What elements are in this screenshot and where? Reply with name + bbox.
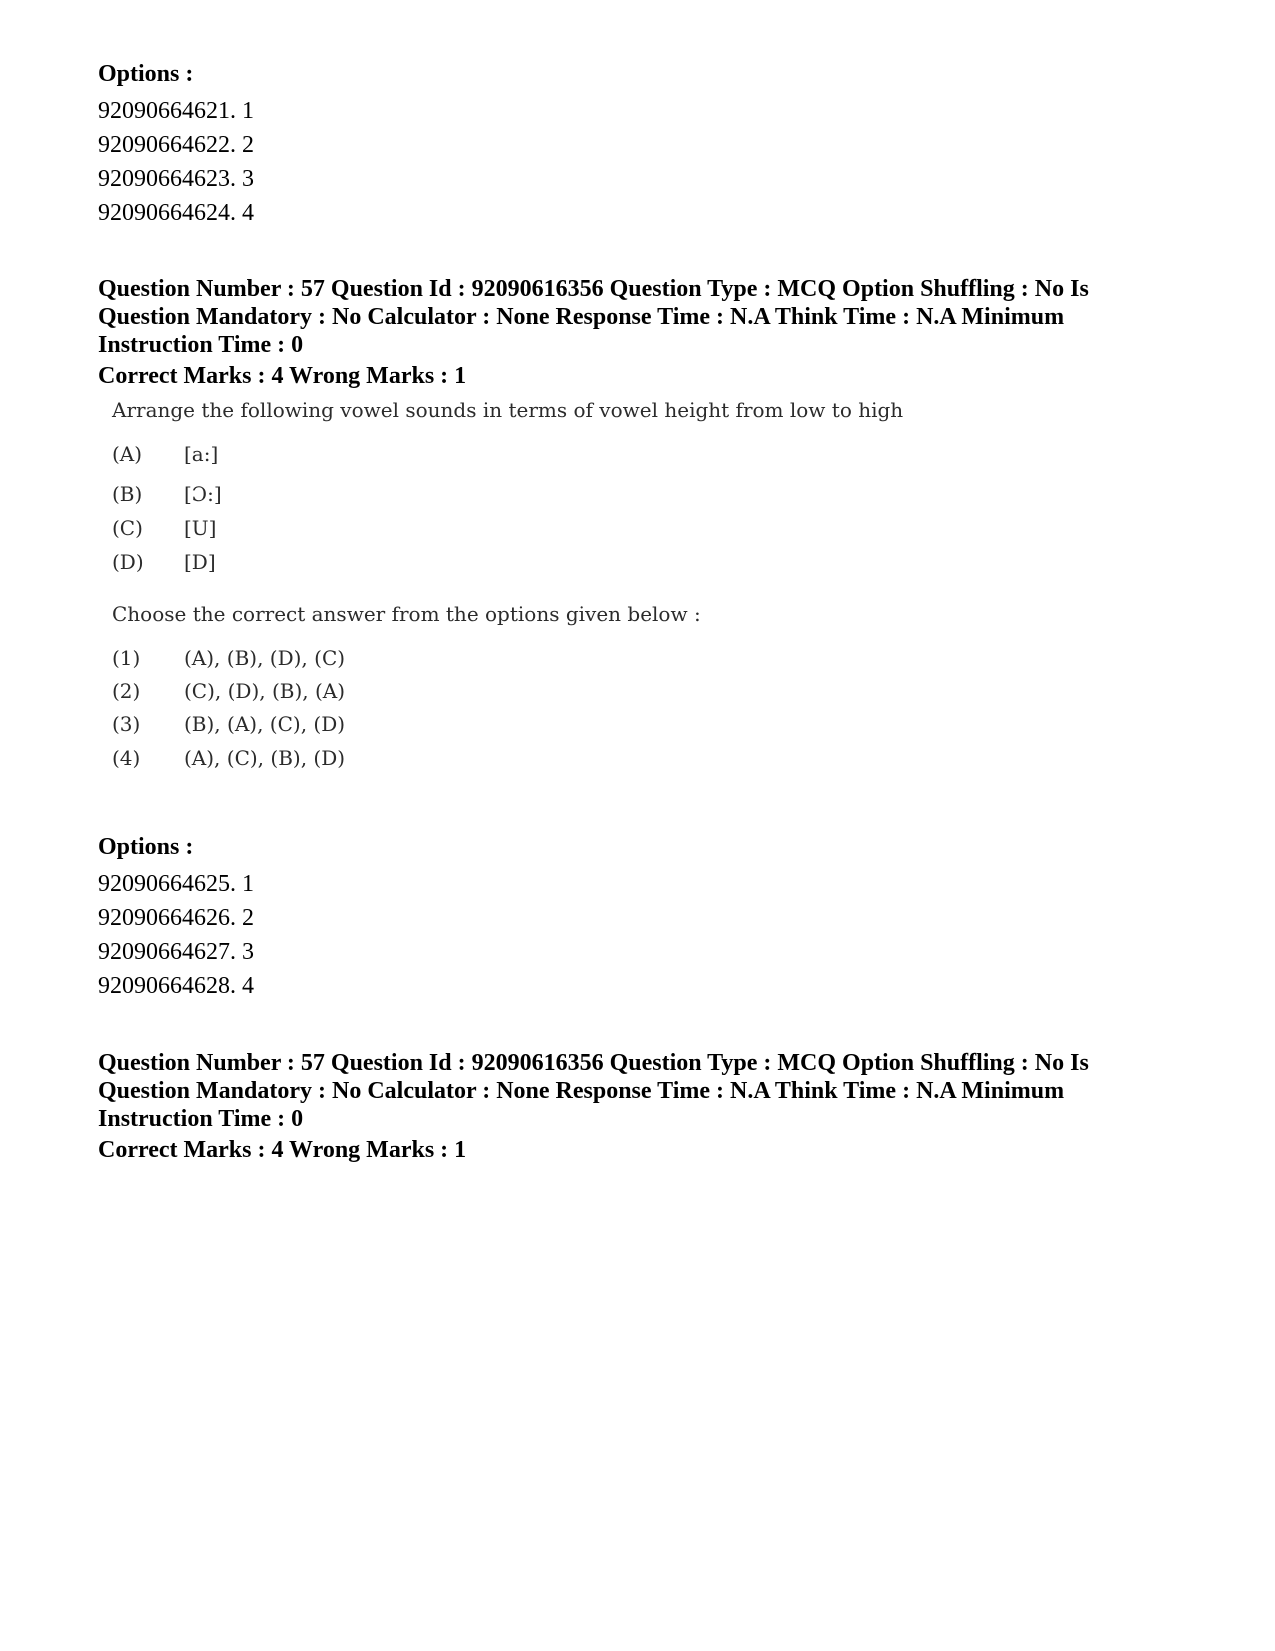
question-item [112, 550, 216, 574]
options-heading: Options : [98, 61, 194, 87]
item-label: (B) [112, 482, 143, 506]
answer-choice [112, 646, 345, 670]
option-line: 92090664624. 4 [98, 200, 254, 226]
next-question-marks: Correct Marks : 4 Wrong Marks : 1 [98, 1137, 467, 1163]
choose-instruction: Choose the correct answer from the options given below : [112, 602, 701, 626]
answer-label: (1) [112, 646, 141, 670]
option-line: 92090664621. 1 [98, 98, 254, 124]
answer-label: (2) [112, 679, 141, 703]
question-item [112, 442, 218, 466]
answer-value: (B), (A), (C), (D) [184, 712, 346, 736]
option-line: 92090664622. 2 [98, 132, 254, 158]
answer-label: (3) [112, 712, 141, 736]
question-marks: Correct Marks : 4 Wrong Marks : 1 [98, 363, 467, 389]
option-line: 92090664623. 3 [98, 166, 254, 192]
question-image [112, 398, 1012, 808]
option-line: 92090664625. 1 [98, 871, 254, 897]
question-stem: Arrange the following vowel sounds in terms of vowel height from low to high [112, 398, 904, 422]
answer-value: (C), (D), (B), (A) [184, 679, 346, 703]
answer-label: (4) [112, 746, 141, 770]
option-line: 92090664628. 4 [98, 973, 254, 999]
answer-value: (A), (C), (B), (D) [184, 746, 346, 770]
answer-value: (A), (B), (D), (C) [184, 646, 346, 670]
options-heading: Options : [98, 834, 194, 860]
item-value: [Ɔ:] [184, 482, 222, 506]
item-value: [D] [184, 550, 216, 574]
item-label: (C) [112, 516, 143, 540]
question-item [112, 482, 222, 506]
question-options-block [98, 833, 1178, 1003]
top-options-block [98, 60, 1178, 230]
answer-choice [112, 679, 345, 703]
question-item [112, 516, 216, 540]
answer-choice [112, 746, 345, 770]
item-value: [U] [184, 516, 217, 540]
option-line: 92090664626. 2 [98, 905, 254, 931]
answer-choice [112, 712, 345, 736]
next-question-header: Question Number : 57 Question Id : 92090616356 Question Type : MCQ Option Shuffling : No Is Question Mandatory : No Calculator : None Response Time : N.A Think Time : N.A Minimum Instruction Time : 0 [98, 1050, 1089, 1132]
option-line: 92090664627. 3 [98, 939, 254, 965]
item-label: (D) [112, 550, 144, 574]
item-label: (A) [112, 442, 143, 466]
item-value: [a:] [184, 442, 219, 466]
question-header: Question Number : 57 Question Id : 92090616356 Question Type : MCQ Option Shuffling : No Is Question Mandatory : No Calculator : None Response Time : N.A Think Time : N.A Minimum Instruction Time : 0 [98, 276, 1089, 358]
